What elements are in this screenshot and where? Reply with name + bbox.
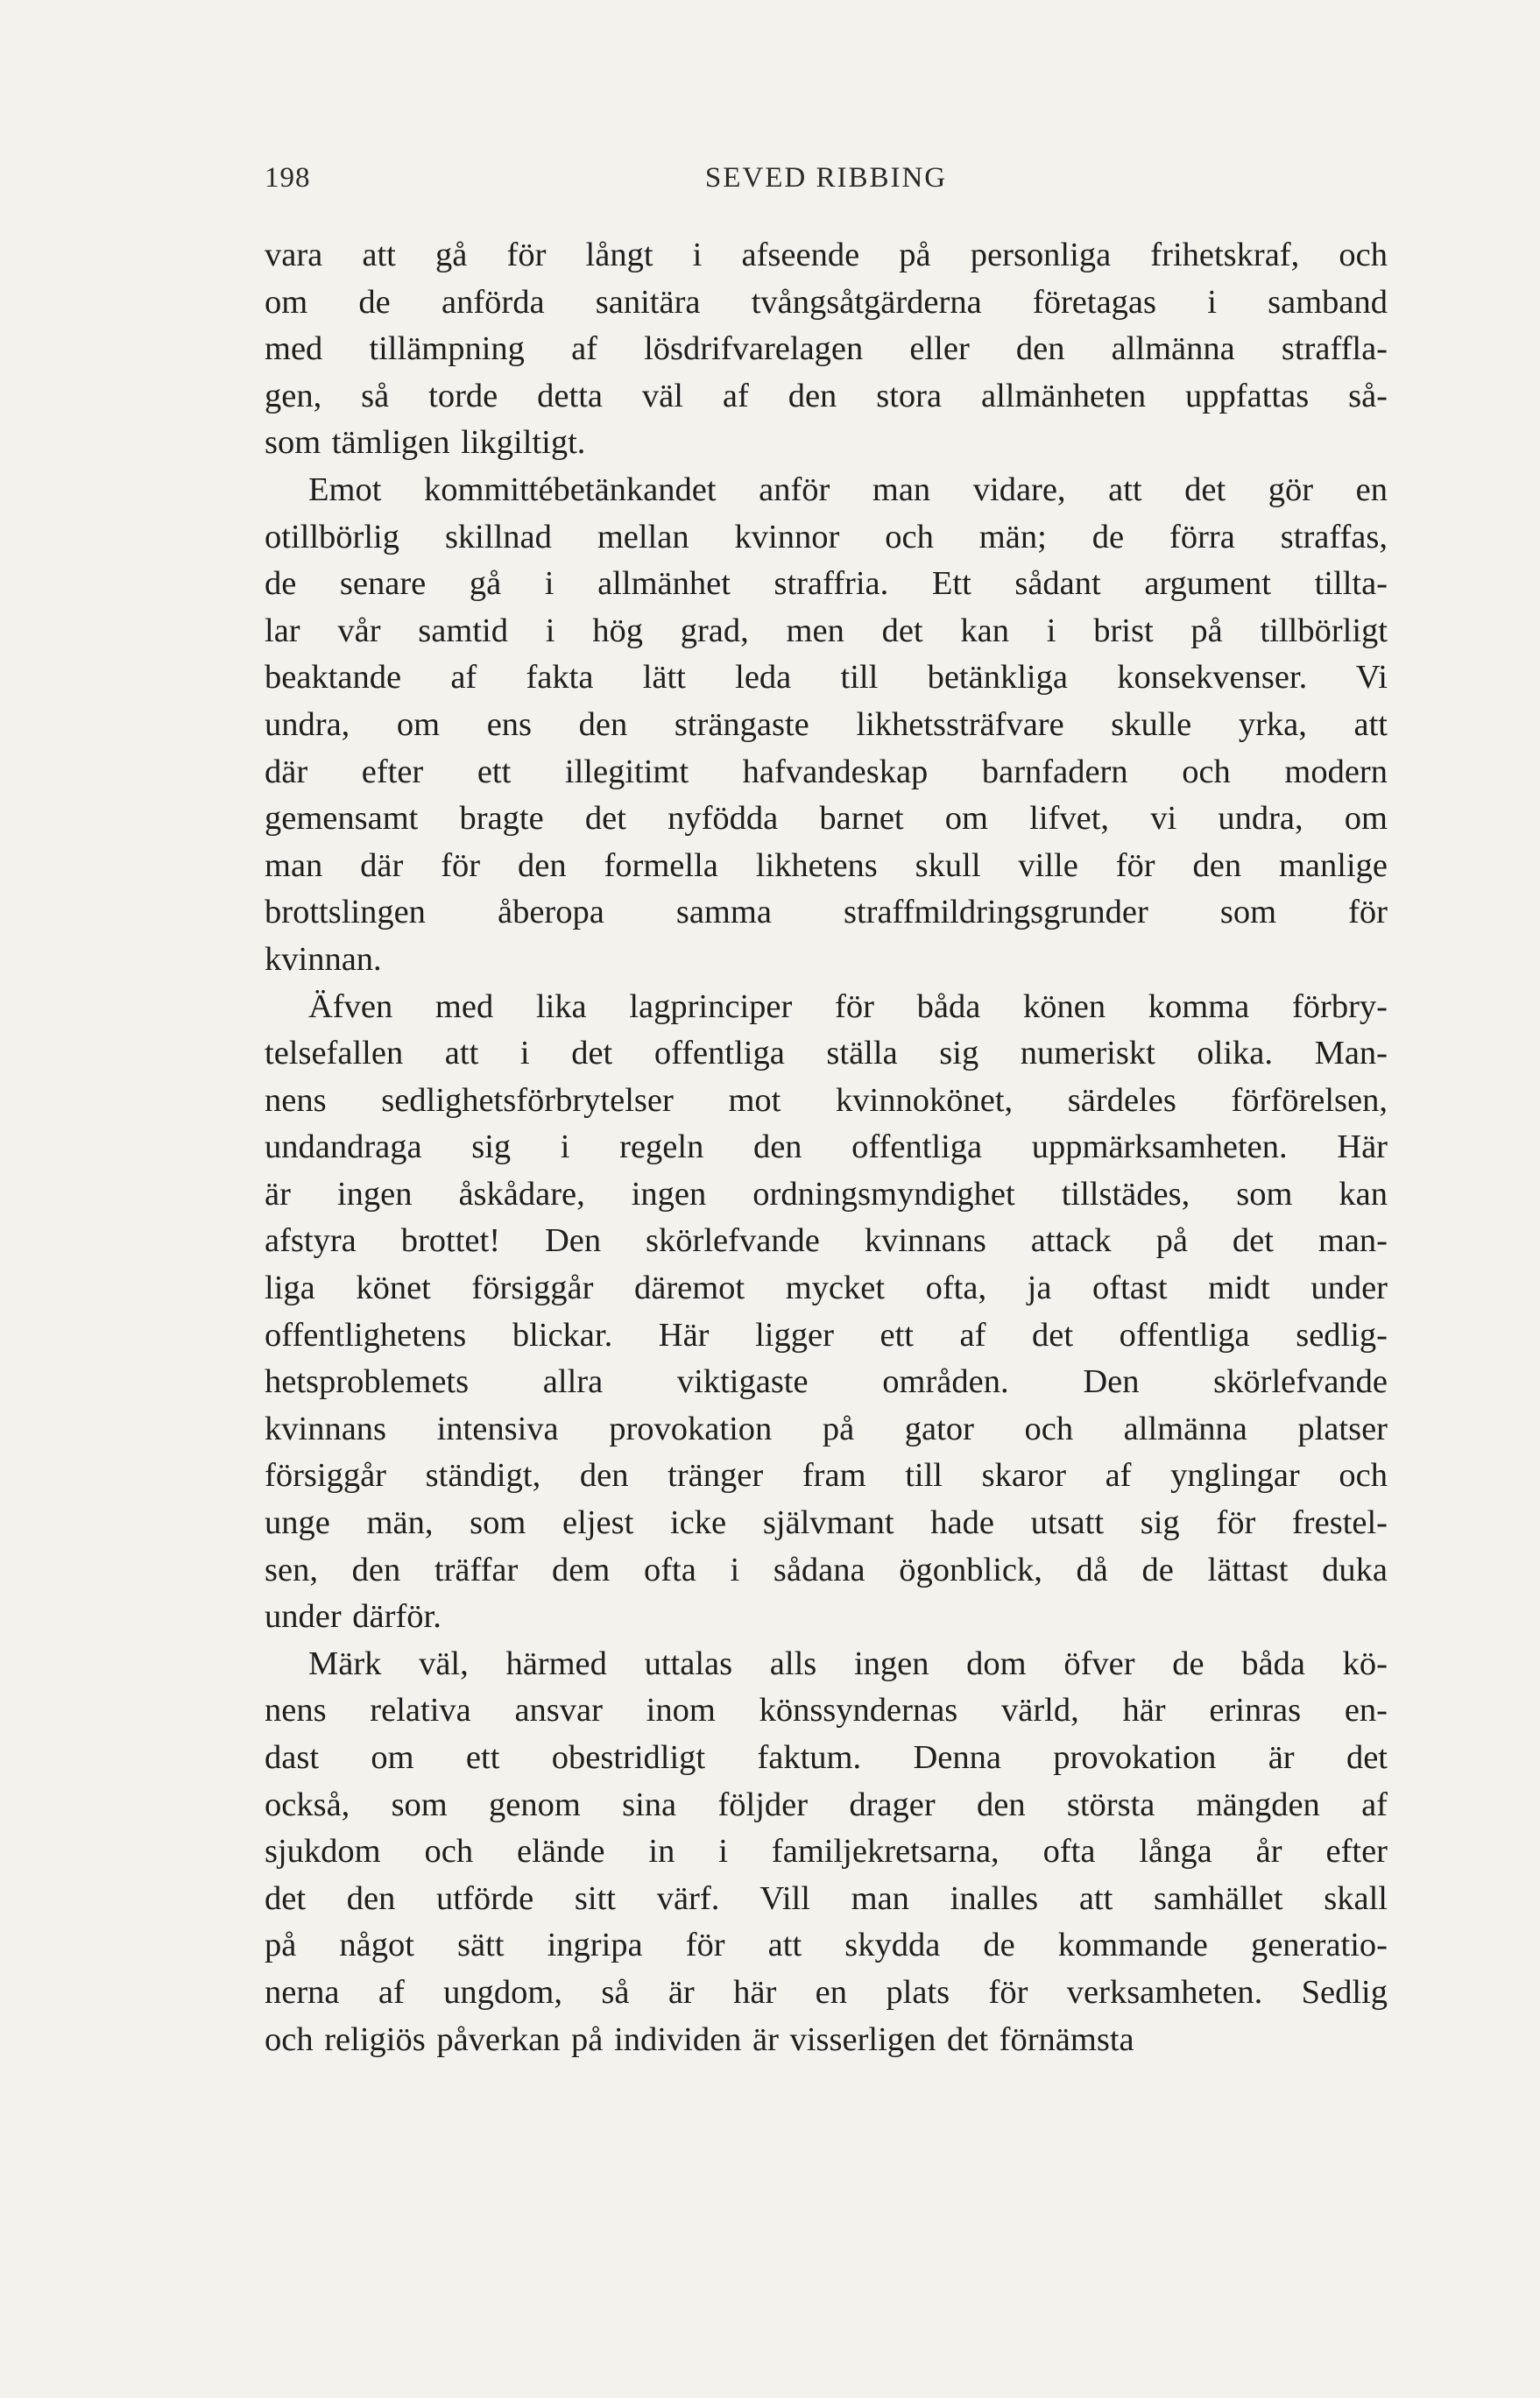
text-line: de senare gå i allmänhet straffria. Ett sådant argument tillta- [265, 565, 1388, 603]
page-number: 198 [265, 162, 311, 194]
text-line: också, som genom sina följder drager den största mängden af [265, 1786, 1388, 1823]
text-line: dast om ett obestridligt faktum. Denna provokation är det [265, 1739, 1388, 1776]
running-head [265, 162, 1388, 206]
text-line: brottslingen åberopa samma straffmildringsgrunder som för [265, 894, 1388, 931]
text-line: undra, om ens den strängaste likhetssträfvare skulle yrka, att [265, 705, 1388, 743]
text-line: och religiös påverkan på individen är visserligen det förnämsta [265, 2020, 1134, 2058]
text-line: nens relativa ansvar inom könssyndernas värld, här erinras en- [265, 1692, 1388, 1730]
running-title: SEVED RIBBING [704, 162, 948, 194]
text-line: gemensamt bragte det nyfödda barnet om lifvet, vi undra, om [265, 800, 1388, 838]
text-line: försiggår ständigt, den tränger fram till skaror af ynglingar och [265, 1457, 1388, 1495]
text-line: hetsproblemets allra viktigaste områden. Den skörlefvande [265, 1363, 1388, 1401]
text-line: unge män, som eljest icke självmant hade utsatt sig för frestel- [265, 1504, 1388, 1542]
text-line: afstyra brottet! Den skörlefvande kvinnans attack på det man- [265, 1222, 1388, 1260]
text-line: lar vår samtid i hög grad, men det kan i brist på tillbörligt [265, 612, 1388, 649]
text-line: nerna af ungdom, så är här en plats för verksamheten. Sedlig [265, 1973, 1388, 2011]
text-line: Äfven med lika lagprinciper för båda könen komma förbry- [308, 987, 1388, 1025]
text-line: kvinnan. [265, 940, 382, 978]
text-line: vara att gå för långt i afseende på personliga frihetskraf, och [265, 237, 1388, 273]
text-line: under därför. [265, 1598, 442, 1636]
text-line: det den utförde sitt värf. Vill man inalles att samhället skall [265, 1879, 1388, 1917]
text-line: liga könet försiggår däremot mycket ofta, ja oftast midt under [265, 1270, 1388, 1307]
text-line: om de anförda sanitära tvångsåtgärderna företagas i samband [265, 283, 1388, 321]
text-line: sen, den träffar dem ofta i sådana ögonblick, då de lättast duka [265, 1551, 1388, 1588]
text-line: undandraga sig i regeln den offentliga uppmärksamheten. Här [265, 1128, 1388, 1166]
paragraph [265, 1641, 1388, 2063]
text-line: Emot kommittébetänkandet anför man vidare, att det gör en [308, 470, 1388, 508]
text-line: offentlighetens blickar. Här ligger ett af det offentliga sedlig- [265, 1316, 1388, 1354]
text-line: där efter ett illegitimt hafvandeskap barnfadern och modern [265, 753, 1388, 790]
body-text [265, 232, 1388, 2063]
text-line: gen, så torde detta väl af den stora allmänheten uppfattas så- [265, 377, 1388, 414]
text-line: nens sedlighetsförbrytelser mot kvinnokönet, särdeles förförelsen, [265, 1081, 1388, 1119]
text-line: beaktande af fakta lätt leda till betänkliga konsekvenser. Vi [265, 659, 1388, 697]
paragraph [265, 984, 1388, 1641]
text-line: med tillämpning af lösdrifvarelagen eller den allmänna straffla- [265, 330, 1388, 368]
paragraph [265, 467, 1388, 984]
text-line: Märk väl, härmed uttalas alls ingen dom öfver de båda kö- [308, 1645, 1388, 1682]
text-line: är ingen åskådare, ingen ordningsmyndighet tillstädes, som kan [265, 1175, 1388, 1213]
text-line: man där för den formella likhetens skull ville för den manlige [265, 846, 1388, 884]
text-line: kvinnans intensiva provokation på gator och allmänna platser [265, 1410, 1388, 1447]
text-line: telsefallen att i det offentliga ställa sig numeriskt olika. Man- [265, 1035, 1388, 1072]
text-line: otillbörlig skillnad mellan kvinnor och män; de förra straffas, [265, 518, 1388, 555]
text-line: som tämligen likgiltigt. [265, 424, 586, 462]
text-line: sjukdom och elände in i familjekretsarna, ofta långa år efter [265, 1833, 1388, 1871]
paragraph [265, 232, 1388, 467]
text-line: på något sätt ingripa för att skydda de kommande generatio- [265, 1927, 1388, 1964]
